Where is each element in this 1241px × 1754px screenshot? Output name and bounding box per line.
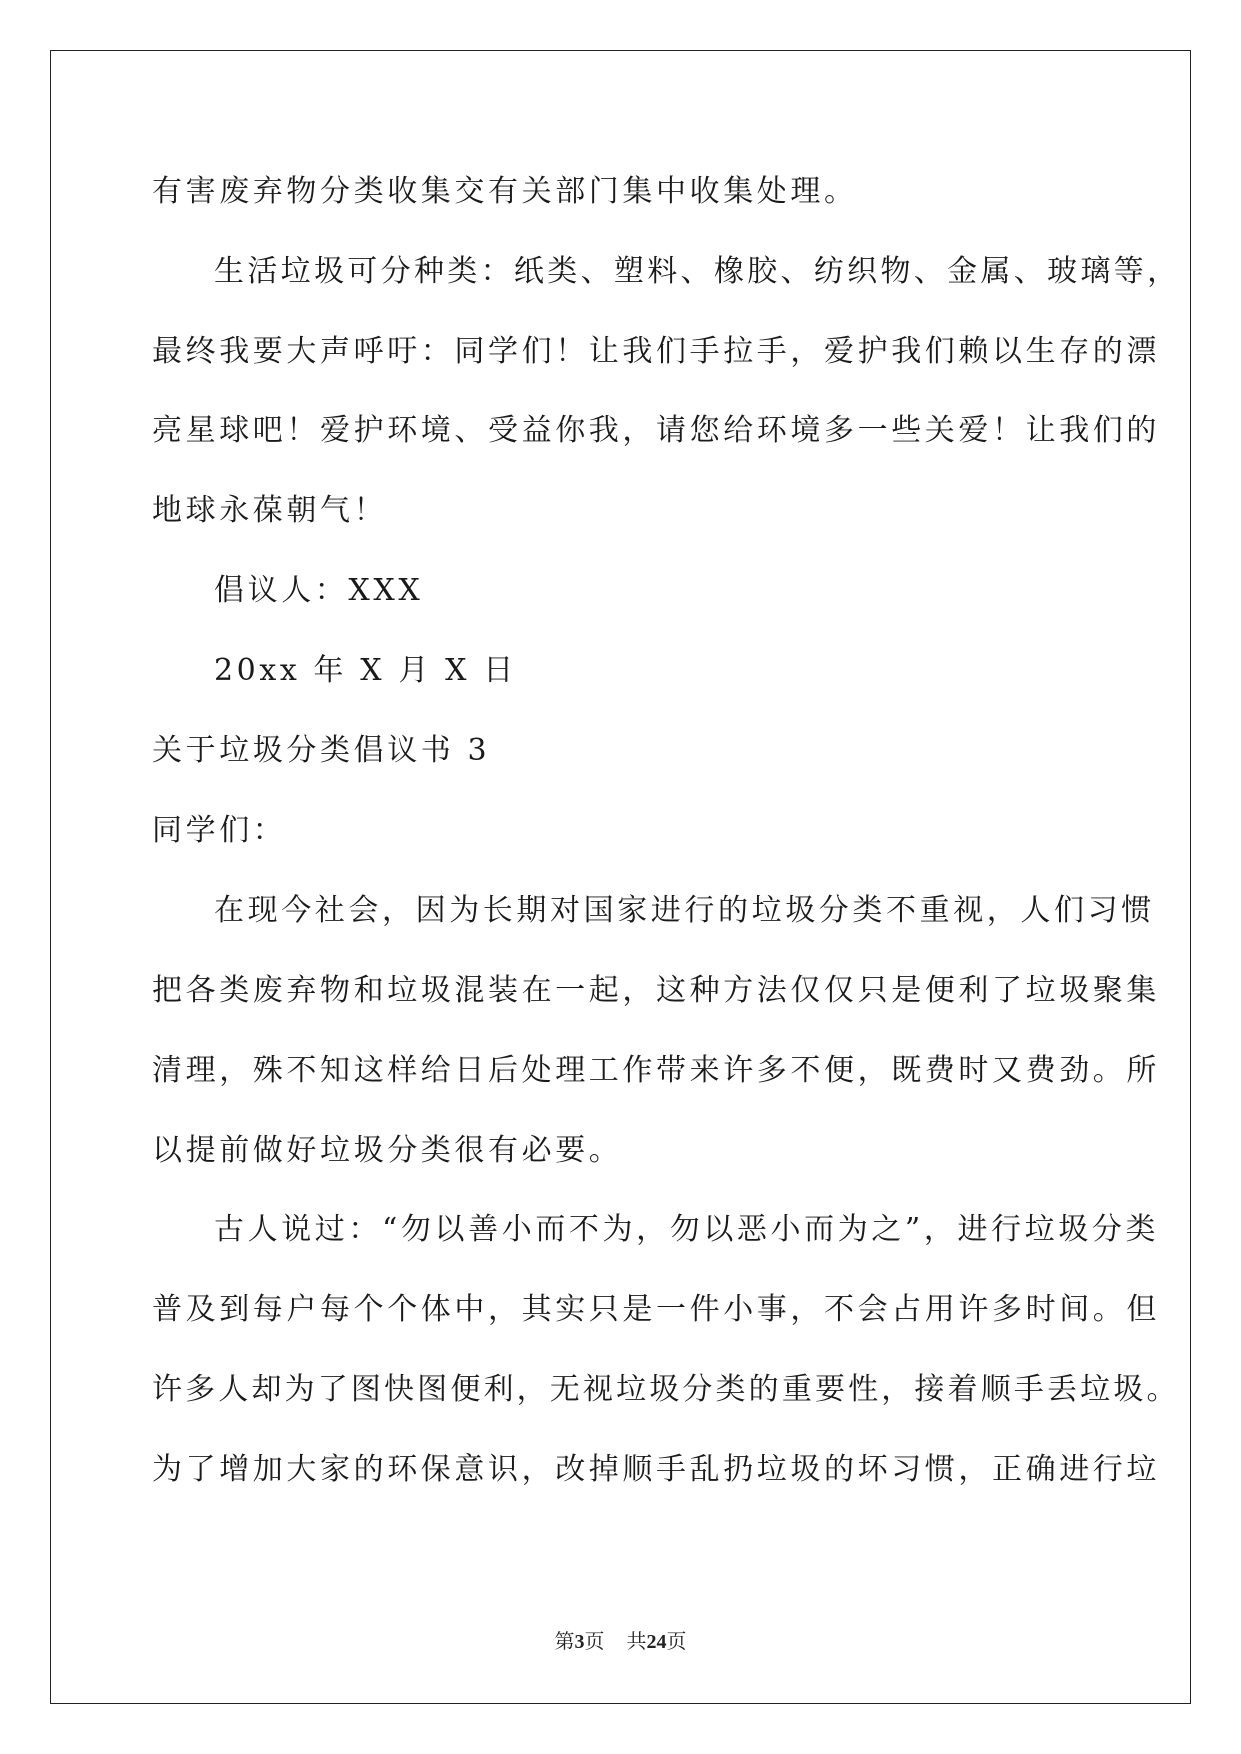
salutation: 同学们：	[152, 813, 287, 848]
text-line: 地球永葆朝气！	[152, 493, 388, 528]
page-footer	[0, 1628, 1241, 1656]
date-line: 20xx 年 X 月 X 日	[214, 653, 517, 688]
section-heading: 关于垃圾分类倡议书 3	[152, 733, 491, 768]
text-line: 古人说过：“勿以善小而不为，勿以恶小而为之”，进行垃圾分类	[214, 1212, 1160, 1247]
text-line: 最终我要大声呼吁：同学们！让我们手拉手，爱护我们赖以生存的漂	[152, 334, 1160, 369]
page-suffix: 页	[584, 1631, 605, 1653]
text-line: 把各类废弃物和垃圾混装在一起，这种方法仅仅只是便利了垃圾聚集	[152, 973, 1160, 1008]
text-line: 许多人却为了图快图便利，无视垃圾分类的重要性，接着顺手丢垃圾。	[152, 1372, 1180, 1407]
page-prefix: 第	[554, 1631, 575, 1653]
signatory-line: 倡议人：XXX	[214, 573, 424, 608]
text-line: 有害废弃物分类收集交有关部门集中收集处理。	[152, 174, 858, 209]
text-line: 在现今社会，因为长期对国家进行的垃圾分类不重视，人们习惯	[214, 893, 1155, 928]
text-line: 清理，殊不知这样给日后处理工作带来许多不便，既费时又费劲。所	[152, 1053, 1160, 1088]
total-suffix: 页	[666, 1631, 687, 1653]
text-line: 以提前做好垃圾分类很有必要。	[152, 1133, 623, 1168]
page-number: 3	[574, 1631, 585, 1653]
text-line: 亮星球吧！爱护环境、受益你我，请您给环境多一些关爱！让我们的	[152, 413, 1160, 448]
text-line: 为了增加大家的环保意识，改掉顺手乱扔垃圾的坏习惯，正确进行垃	[152, 1452, 1160, 1487]
page-total: 24	[646, 1631, 667, 1653]
total-prefix: 共	[626, 1631, 647, 1653]
text-line: 生活垃圾可分种类：纸类、塑料、橡胶、纺织物、金属、玻璃等，	[214, 254, 1181, 289]
text-line: 普及到每户每个个体中，其实只是一件小事，不会占用许多时间。但	[152, 1292, 1160, 1327]
